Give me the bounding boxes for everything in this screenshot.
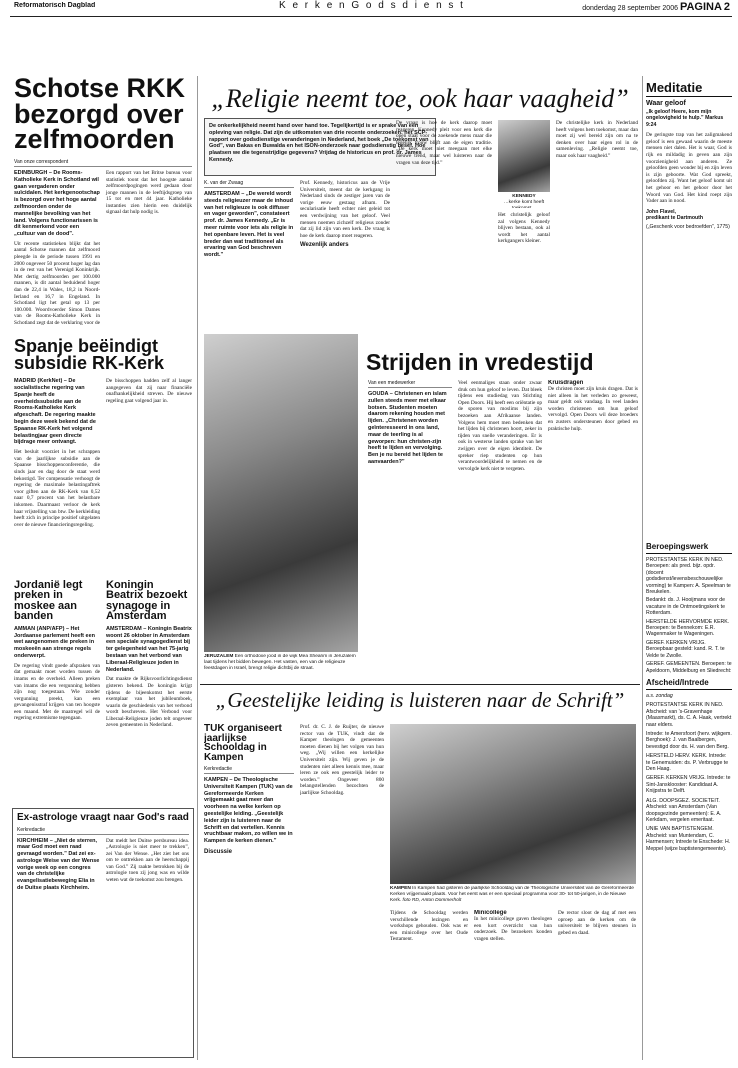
main-headline-wrap [200,84,640,116]
article-koningin [106,580,192,798]
afscheid-title: Afscheid/Intrede [646,678,732,690]
meditatie-source: („Geschenk voor bedroefden”, 1775) [646,223,730,230]
leiding-headline-wrap [200,688,640,720]
photo-credit: foto RD, Anton Dommerholt [402,898,462,903]
main-col-2 [300,180,390,328]
subheading: Discussie [204,848,233,855]
subheading2: Minicollege [474,910,507,916]
strijden-headline-wrap [366,352,636,378]
headline: „Geestelijke leiding is luisteren naar de Schrift” [215,688,625,712]
jeruzalem-caption [204,654,358,680]
caption-text: Een orthodoxe jood in de wijk Mea Shearim in Jeruzalem laat tijdens het bidden bewegen. Het vasten, een van de religieuze feestdagen in Israël, brengt religie dichtbij de straat. [204,654,356,671]
strijden-col-2 [458,380,542,680]
main-col-1 [204,180,294,328]
afscheid-item: PROTESTANTSE KERK IN NED. Afscheid: van 's-Gravenhage (Maasmarkt), ds. C. A. Haak, vertrekt naar elders. [646,702,732,728]
column-separator [642,76,643,1060]
kennedy-photo [498,120,550,192]
beroepingswerk-item: GEREF. GEMEENTEN. Beroepen: te Apeldoorn, Middelburg en Sliedrecht: [646,661,732,674]
meditatie-body: De geringste trap van het zaligmakend geloof is een gewaad waarin de meeste mensen niet dalen. Het is waar, God is rijk en mildadig in geven aan zijn voorzienigheid aan anderen. Ze geloofden geen wonder bij en zijn leven is zijn geboorte. Wat God spreekt, geloofden zij. Want het geloof komt uit het gehoor en het gehoor door het Woord van God. Het kind roept zijn Vader aan in nood. [646,132,732,205]
body: Het besluit voorziet in het schrappen van de jaarlijkse subsidie aan de Spaanse bisschoppenconferentie, die sinds jaar en dag door de staat werd bekostigd. Ter compensatie verhoogt de regering de maximale belastingaftrek voor giften aan de RK-Kerk van 0,52 naar 0,7 procent van het belastbare inkomen. Daarmaast verloor de kerk haar vrijstelling van btw. De kerkleiding heeft zich in principe positief uitgelaten over de nieuwe financieringsregeling. [14,449,100,528]
leiding-rule [200,684,640,685]
subheading: Wezenlijk anders [300,242,349,249]
body-cont: In het minicollege gaven theologen een kort overzicht van hun onderzoek. De bezoekers konden vragen stellen. [474,916,552,942]
section-title: K e r k e n G o d s d i e n s t [279,0,465,11]
meditatie-author-role: predikant te Dartmouth [646,215,704,222]
byline: Kerkredactie [204,766,294,774]
kennedy-caption [498,194,550,208]
issue-date: donderdag 28 september 2006 [582,5,678,12]
lead: AMSTERDAM – Koningin Beatrix woont 26 oktober in Amsterdam een speciale synagogedienst bij ter gelegenheid van het 75-jarig bestaan van het verbond van Liberaal-Religieuze joden in Nederland. [106,625,192,673]
main-headline: „Religie neemt toe, ook haar vaagheid” [211,84,629,113]
lead: GOUDA – Christenen en islam zullen steeds meer met elkaar botsen. Studenten moeten daarom rekening houden met lijden. „Christenen worden geïnteresseerd in ons land, maar de teerling is al geworpen: hun christen-zijn heeft te lijden en vervolging. Ben je nu bereid het lijden te aanvaarden?” [368,391,447,465]
headline: Schotse RKK bezorgd over zelfmoorden [14,76,186,155]
body: Uit recente statistieken blijkt dat het aantal Schotse mannen dat zelfmoord pleegde in de periode tussen 1991 en 2000 ongeveer 50 procent hoger lag dan in de rest van het Verenigd Koninkrijk. Met dertig zelfmoorden per 100.000 mannen, is dit aantal beduidend hoger dan de 22,4 in Wales, 18,2 in Noord-Ierland en 16,7 in Engeland. In Schotland ligt het getal op 13 per 100.000. Woordvoerder Simon Dames van de Rooms-Katholieke Kerk in Schotland zegt dat de verklaring voor de [14,240,100,326]
subheading: Kruisdragen [548,380,584,386]
date-page [520,1,730,15]
meditatie-title: Meditatie [646,80,732,97]
lead: EDINBURGH – De Rooms-Katholieke Kerk in Schotland wil gaan vergaderen onder suïcidalen. Het kerkgenootschap is bezorgd over het hoge aantal zelfmoorden onder de mannelijke bevolking van het land. Volgens functionarissen is dit kenmerkend voor een „cultuur van de dood”. [14,169,100,238]
body: Veel eenmaliges staan onder zwaar druk om hun geloof te leven. Dat bleek tijdens een studiedag van Stichting Open Doors. Hij heeft een oriëntatie op de sporen van moslims bij zijn bezoeken aan Afrikaanse landen. Volgens hem moet men bedenken dat het lijden bij christenen hoort, zeker in tijden van snelle veranderingen. Er is ook in westerse landen sprake van het zwijgen over de eigen identiteit. De spreker riep studenten op hun verantwoordelijkheid te nemen en de vervolgde kerk niet te vergeten. [458,380,542,472]
newspaper-name: Reformatorisch Dagblad [14,2,96,9]
headline: Ex-astrologe vraagt naar God's raad [17,812,189,823]
afscheid-item: HERSTELD HERV. KERK. Intrede: te Genemuiden: ds. P. Verbrugge te Den Haag. [646,753,729,773]
main-col-5: De christelijke kerk in Nederland heeft volgens hem toekomst, maar dan moet zij wel bereid zijn om na te denken over haar eigen rol in de samenleving. „Religie neemt toe, maar ook haar vaagheid.” [556,120,638,159]
page-label: PAGINA [679,1,722,13]
beroepingswerk-title: Beroepingswerk [646,542,732,554]
byline: Kerkredactie [17,827,189,835]
header-rule [10,16,732,17]
headline: Koningin Beatrix bezoekt synagoge in Amsterdam [106,580,188,623]
byline: K. van der Zwaag [204,180,294,188]
meditatie-subtitle: Waar geloof [646,100,686,107]
afscheid-item: Intrede: te Amersfoort (herv. wijkgem. Berghoek): J. van Baalbergen, bevestigd door ds. H. van den Berg. [646,731,732,750]
body-cont: De bisschoppen hadden zelf al langer aangegeven dat zij naar financiële onafhankelijkheid streven. De nieuwe regeling gaat volgend jaar in. [106,378,192,404]
intro: De onkerkelijkheid neemt hand over hand toe. Tegelijkertijd is er sprake van een opleving van religie. Dat zijn de uitkomsten van drie recente onderzoeken: het SCP-rapport over godsdienstige veranderingen in Nederland, het boek „De toekomst van God”, van Bakas en Buwalda en het ISON-onderzoek naar godsdienstig besef. Hoe plaatsen we die tegenstrijdige gegevens? Vrijdag de historicus en prof. dr. James Kennedy. [209,123,429,163]
caption-text: In Kampen had gisteren de jaarlijkse Schooldag van de Theologische Universiteit van de Gereformeerde Kerken vrijgemaakt plaats. Voor het eerst was er een speciaal programma voor 30- tot 50-jarigen, in de Nieuwe Kerk. [390,886,634,903]
caption-text: …kerke komt heeft [503,200,545,205]
article-spanje [14,338,192,568]
meditatie-quote: „Ik geloof Heere, kom mijn ongelovigheid te hulp.” Markus 9:24 [646,109,724,128]
column-separator [197,76,198,1060]
body: Dat maakte de Rijksvoorlichtingsdienst gisteren bekend. De koningin krijgt tijdens de bijeenkomst het eerste exemplaar van het jubileumboek, waarin de geschiedenis van het verbond wordt beschreven. Het Verbond voor Liberaal-Religieuze joden telt ongeveer zeven gemeenten in Nederland. [106,676,192,729]
afscheid-item: GEREF. KERKEN VRIJG. Intrede: te Sint-Jansklooster: Kandidaat A. Knijpstra te Delft. [646,775,731,795]
article-astrologie [12,808,194,1058]
afscheid-item: ALG. DOOPSGEZ. SOCIETEIT. Afscheid: van Amsterdam (Van doopsgezinde gemeenten): E. A. Kerkdam, vergelen emeritaat. [646,797,722,823]
page-number: 2 [723,1,730,13]
body-cont: Een rapport van het Britse bureau voor statistiek toont dat het hoogste aantal zelfmoordpogingen werd gedaan door jonge mannen in de leeftijdsgroep van 15 tot en met 44 jaar. Katholieke instanties zien hierin een duidelijk signaal dat hulp nodig is. [106,169,192,216]
byline: Van een medewerker [368,380,452,388]
main-col-4: Het christelijk geloof zal volgens Kennedy blijven bestaan, ook al wordt het aantal kerkgangers kleiner. [498,212,550,245]
caption-label: KAMPEN [390,886,411,891]
lead: KAMPEN – De Theologische Universiteit Kampen (TUK) van de Gereformeerde Kerken vrijgemaakt gaat meer dan voorheen na welke kerken op geestelijke leiding. „Geestelijk leider zijn is luisteren naar de Schrift en dat vertellen. Kennis vruchtbaar maken, zo willen we in Kampen de kerken dienen.” [204,777,293,845]
sub-headline: TUK organiseert jaarlijkse Schooldag in Kampen [204,724,282,763]
sidebar-meditatie [646,80,732,540]
headline: Strijden in vredestijd [366,352,594,375]
caption-name: KENNEDY [512,194,536,199]
leiding-col-5: De rector sloot de dag af met een oproep aan de kerken om de universiteit te blijven steunen in gebed en daad. [558,910,636,936]
body: Dat meldt het Duitse persbureau idea. „Astrologie is niet meer te trekken”, zei Van der Wense. „Het ziet het ons om te onttrekken aan de heerschappij van God.” Zij raakte betrokken bij de astrologie toen zij jong was en wilde weten wat de toekomst zou brengen. [106,837,189,884]
meditatie-author: John Flavel, [646,208,676,215]
leiding-col-2 [300,724,384,1060]
body: Prof. Kennedy, historicus aan de Vrije Universiteit, meent dat de kerkgang in Nederland sinds de zestiger jaren van de vorige eeuw gestaag afnam. De secularisatie heeft echter niet geleid tot een verdwijning van het geloof. Veel mensen noemen zichzelf religieus zonder dat zij lid zijn van een kerk. De vraag is hoe de kerk daarop moet reageren. [300,180,390,239]
kampen-caption [390,886,636,906]
body: Prof. dr. C. J. de Ruijter, de nieuwe rector van de TUK, vindt dat de Kamper theologen de gemeenten moeten dienen bij het volgen van hun weg. „Wij willen een kerkelijke Universiteit zijn. Wij geven je de studenten niet alleen kennis mee, maar leren ze ook een geestelijk leider te worden.” Ongeveer 800 belangstellenden bezochten de jaarlijkse Schooldag. [300,724,384,796]
leiding-col-3: Tijdens de Schooldag werden verschillende lezingen en workshops gehouden. Ook was er een minicollege over het Oude Testament. [390,910,468,943]
article-schotse-rkk [14,76,192,326]
strijden-col-3 [548,380,638,680]
headline: Jordanië legt preken in moskee aan banden [14,580,83,623]
strijden-col-1 [368,380,452,680]
beroepingswerk-item: Bedankt: ds. J. Hooijmans voor de vacature in de Ontmoetingskerk te Rotterdam. [646,597,726,617]
kampen-photo [390,724,636,884]
lead: MADRID (KerkNet) – De socialistische regering van Spanje heeft de overheidssubsidie aan de Rooms-Katholieke Kerk afgeschaft. De regering maakte begin deze week bekend dat de Spaanse RK-Kerk het volgend belastingjaar geen directe bijdrage meer ontvangt. [14,378,96,446]
jeruzalem-photo [204,334,358,652]
lead: AMMAN (ANP/AFP) – Het Jordaanse parlement heeft een wet aangenomen die preken in moskeeën aan strenge regels onderwerpt. [14,625,96,659]
body: De regering vindt goede afspraken van dat gemaakt moet worden tussen de imams en de overheid. Alleen preken van imams die een vergunning hebben zijn nog toegestaan. Wie zonder vergunning preekt, kan een gevangenisstraf krijgen van ten hoogste een maand. Met de maatregel wil de regering extremisme tegengaan. [14,662,100,722]
sidebar-afscheid [646,678,732,1060]
body-cont: De christen moet zijn kruis dragen. Dat is niet alleen in het verleden zo geweest, maar geldt ook vandaag. In veel landen worden christenen om hun geloof vervolgd. Open Doors wil deze broeders en zusters ondersteunen door gebed en praktische hulp. [548,386,638,432]
afscheid-date: a.s. zondag [646,693,673,699]
main-col-3: De vraag is hoe de kerk daarop moet reageren. Kennedy pleit voor een kerk die open staat voor de zoekende mens maar die tegelijk trouw blijft aan de eigen traditie. „De kerk moet niet meegaan met elke nieuwe trend, maar wel luisteren naar de vragen van deze tijd.” [396,120,492,166]
byline: Van onze correspondent [14,159,192,167]
beroepingswerk-item: GEREF. KERKEN VRIJG. Beroepbaar gesteld: kand. R. T. te Velde te Zwolle. [646,639,725,659]
leiding-col-4 [474,910,552,1060]
beroepingswerk-item: HERSTELDE HERVORMDE KERK. Beroepen: te Bennekom: E.R. Wagenmaker te Wageningen. [646,618,730,638]
caption-label: JERUZALEM [204,654,234,659]
lead: AMSTERDAM – „De wereld wordt steeds religieuzer maar de inhoud van het religieuze is ook diffuser en vager geworden”, constateert prof. dr. James Kennedy. „Er is meer ruimte voor iets als religie in het openbare leven. Het is veel breder dan wat traditioneel als ervaring van God beschreven wordt.” [204,191,294,259]
afscheid-item: UNIE VAN BAPTISTENGEM. Afscheid: van Muntendam, C. Harmensen; Intrede te Enschede: H. Meppel (wijze baptistengemeente). [646,826,731,852]
sidebar-beroepingswerk [646,542,732,674]
headline: Spanje beëindigt subsidie RK-Kerk [14,338,165,374]
article-jordanie [14,580,100,798]
leiding-col-1 [204,724,294,1060]
lead: KIRCHHEIM – „Niet de sterren, maar God moet een raad gevraagd worden.” Dat zei ex-astrologe Weise van der Wense vorige week op een congres van de christelijke evangelisatiebeweging Elia in de Duitse plaats Kirchheim. [17,837,100,892]
beroepingswerk-item: PROTESTANTSE KERK IN NED. Beroepen: als pred. bijz. opdr. (docent godsdienst/levensbeschouwelijke vorming) te Kampen: A. Speelman te Breukelen. [646,557,731,596]
